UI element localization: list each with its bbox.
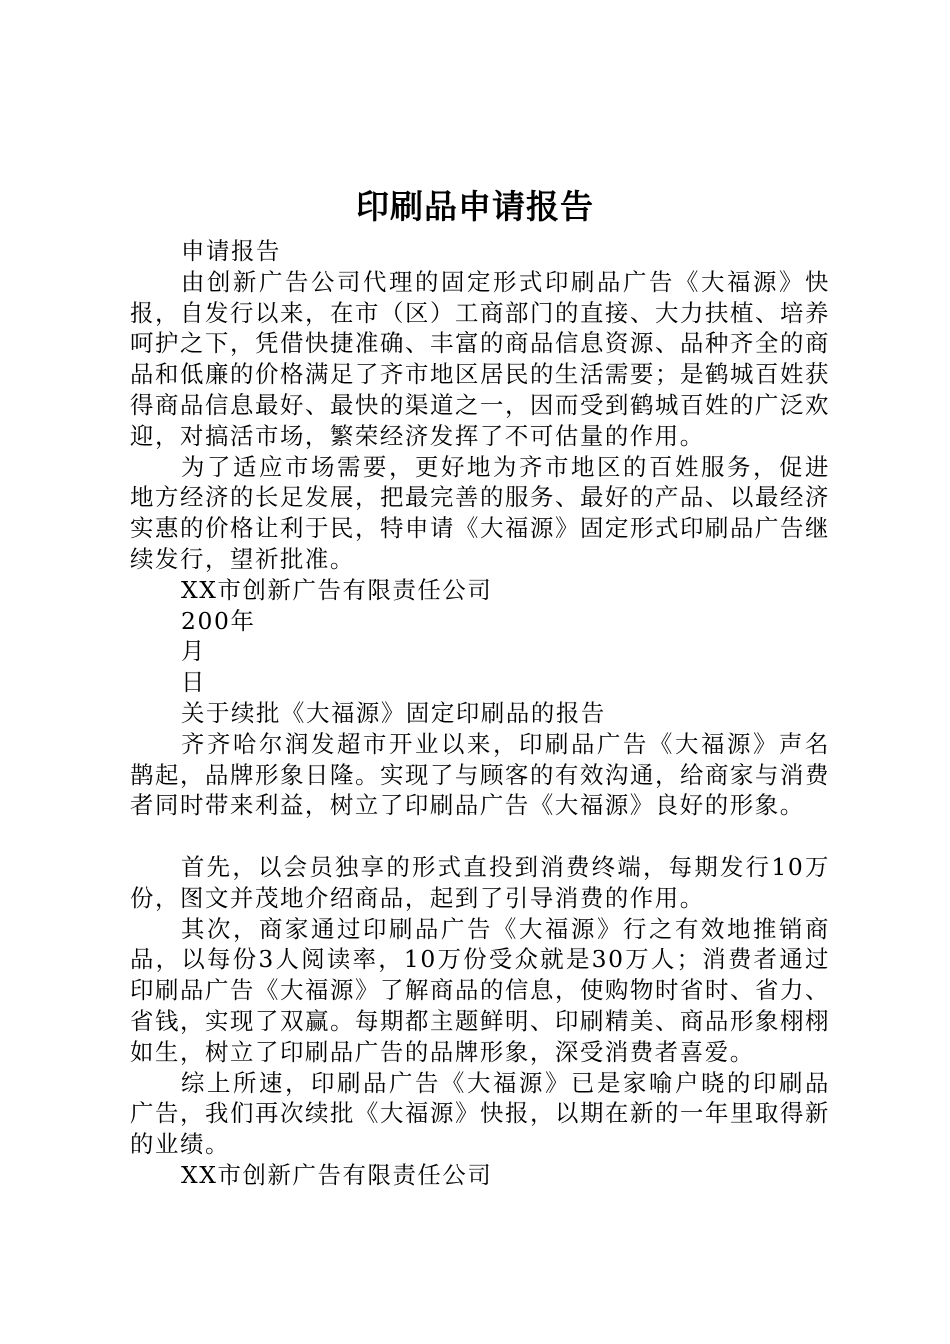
document-body: [130, 236, 830, 1191]
paragraph-intro: 由创新广告公司代理的固定形式印刷品广告《大福源》快报，自发行以来，在市（区）工商部门的直接、大力扶植、培养呵护之下，凭借快捷准确、丰富的商品信息资源、品种齐全的商品和低廉的价格满足了齐市地区居民的生活需要；是鹤城百姓获得商品信息最好、最快的渠道之一，因而受到鹤城百姓的广泛欢迎，对搞活市场，繁荣经济发挥了不可估量的作用。: [130, 267, 830, 450]
document-title: 印刷品申请报告: [356, 187, 594, 226]
paragraph-conclusion: 综上所速，印刷品广告《大福源》已是家喻户晓的印刷品广告，我们再次续批《大福源》快报，以期在新的一年里取得新的业绩。: [130, 1068, 830, 1159]
paragraph-request: 为了适应市场需要，更好地为齐市地区的百姓服务，促进地方经济的长足发展，把最完善的服务、最好的产品、以最经济实惠的价格让利于民，特申请《大福源》固定形式印刷品广告继续发行，望祈批准。: [130, 452, 830, 573]
date-month: 月: [181, 637, 206, 666]
paragraph-first: 首先，以会员独享的形式直投到消费终端，每期发行10万份，图文并茂地介绍商品，起到了引导消费的作用。: [130, 852, 830, 912]
paragraph-heading-renewal: 关于续批《大福源》固定印刷品的报告: [181, 698, 606, 727]
signature-company: XX市创新广告有限责任公司: [181, 575, 493, 604]
paragraph-heading-application: 申请报告: [181, 237, 281, 265]
signature-company-final: XX市创新广告有限责任公司: [181, 1160, 493, 1189]
paragraph-brand: 齐齐哈尔润发超市开业以来，印刷品广告《大福源》声名鹊起，品牌形象日隆。实现了与顾客的有效沟通，给商家与消费者同时带来利益，树立了印刷品广告《大福源》良好的形象。: [130, 729, 830, 820]
date-day: 日: [181, 668, 206, 697]
date-year: 200年: [181, 606, 256, 635]
paragraph-second: 其次，商家通过印刷品广告《大福源》行之有效地推销商品，以每份3人阅读率，10万份受众就是30万人；消费者通过印刷品广告《大福源》了解商品的信息，使购物时省时、省力、省钱，实现了双赢。每期都主题鲜明、印刷精美、商品形象栩栩如生，树立了印刷品广告的品牌形象，深受消费者喜爱。: [130, 914, 830, 1066]
